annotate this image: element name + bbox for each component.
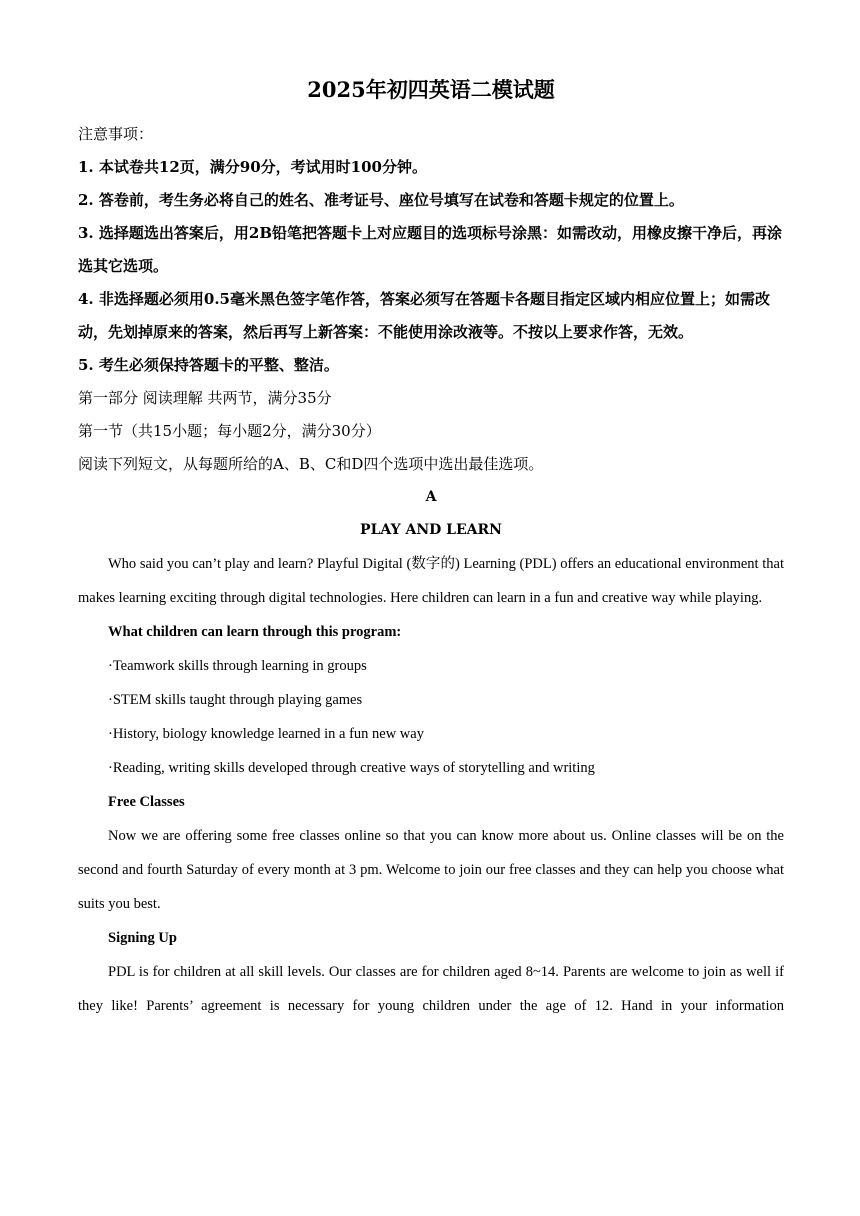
part-one-heading: 第一部分 阅读理解 共两节，满分35分 — [78, 389, 332, 407]
passage-title: PLAY AND LEARN — [360, 522, 502, 538]
free-classes-text: Now we are offering some free classes online so that you can know more about us. Online classes will be on the second and fourth Saturday of every month at 3 pm. Welcome to join our free classes and they can help you choose what suits you best. — [78, 828, 784, 912]
notice-item-5: 5. 考生必须保持答题卡的平整、整洁。 — [78, 356, 339, 374]
notice-item-1: 1. 本试卷共12页，满分90分，考试用时100分钟。 — [78, 158, 427, 176]
passage-label: A — [425, 489, 437, 505]
notice-item-4: 4. 非选择题必须用0.5毫米黑色签字笔作答，答案必须写在答题卡各题目指定区域内相应位置上；如需改动，先划掉原来的答案，然后再写上新答案：不能使用涂改液等。不按以上要求作答，无效。 — [78, 290, 770, 341]
page-title: 2025年初四英语二模试题 — [307, 77, 555, 102]
signing-up-text: PDL is for children at all skill levels. Our classes are for children aged 8~14. Parents are welcome to join as well if they like! Parents’ agreement is necessary for young children under the age of 12. Hand in your information — [78, 964, 784, 1014]
learn-item-1: ·Teamwork skills through learning in groups — [108, 658, 367, 674]
free-classes-heading: Free Classes — [108, 794, 185, 810]
learn-item-4: ·Reading, writing skills developed through creative ways of storytelling and writing — [108, 760, 595, 776]
learn-heading: What children can learn through this program: — [108, 624, 402, 640]
signing-up-heading: Signing Up — [108, 930, 177, 946]
notice-heading: 注意事项： — [78, 125, 154, 143]
notice-item-2: 2. 答卷前，考生务必将自己的姓名、准考证号、座位号填写在试卷和答题卡规定的位置上。 — [78, 191, 684, 209]
notice-item-3: 3. 选择题选出答案后，用2B铅笔把答题卡上对应题目的选项标号涂黑：如需改动，用橡皮擦干净后，再涂选其它选项。 — [78, 224, 783, 275]
exam-page — [78, 70, 784, 1023]
section-one-heading: 第一节（共15小题；每小题2分，满分30分） — [78, 422, 381, 440]
learn-item-2: ·STEM skills taught through playing games — [108, 692, 363, 708]
learn-item-3: ·History, biology knowledge learned in a fun new way — [108, 726, 424, 742]
instruction: 阅读下列短文，从每题所给的A、B、C和D四个选项中选出最佳选项。 — [78, 455, 544, 473]
passage-intro: Who said you can’t play and learn? Playful Digital (数字的) Learning (PDL) offers an educational environment that makes learning exciting through digital technologies. Here children can learn in a fun and creative way while playing. — [78, 556, 784, 606]
